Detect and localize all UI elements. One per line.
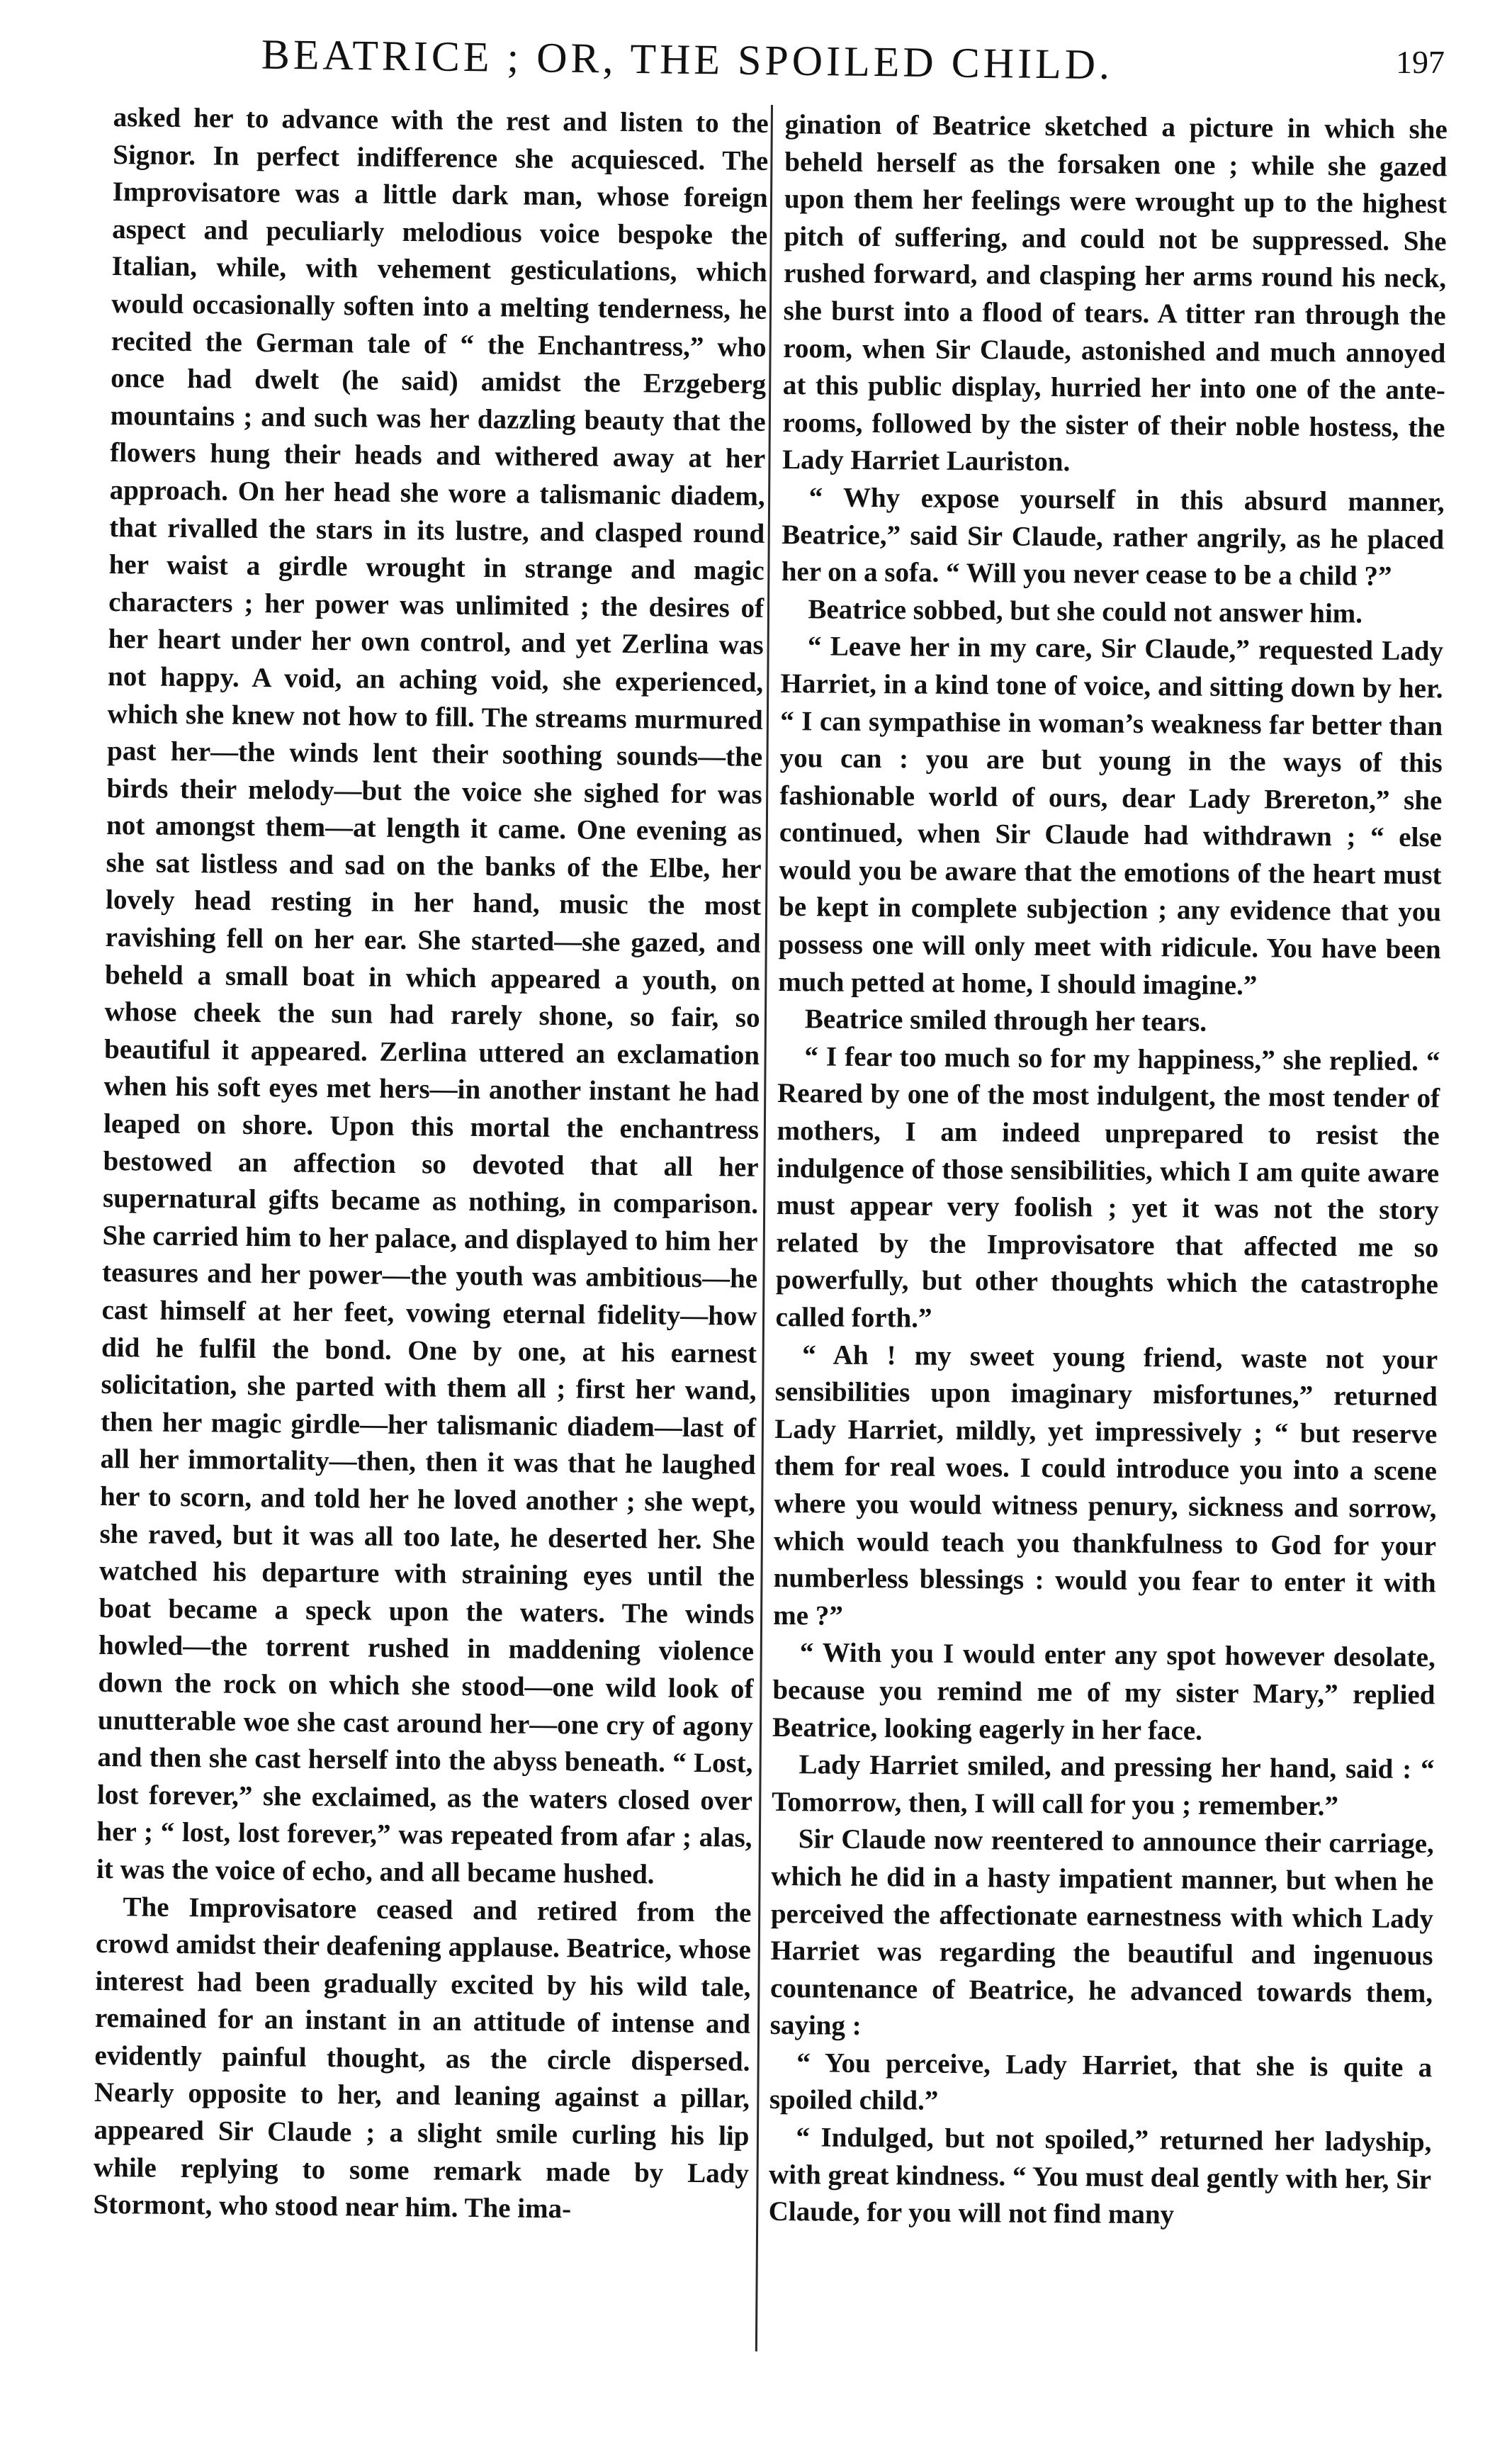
paragraph: Sir Claude now reentered to announce their carriage, which he did in a hasty impatient manner, but when he perceived the affectionate earnestness with which Lady Harriet was regarding the beautiful and ingenuous countenance of Beatrice, he advanced towards them, saying : [769, 1823, 1434, 2042]
page-number: 197 [1396, 44, 1445, 80]
paragraph: The Improvisatore ceased and retired from the crowd amidst their deafening applause. Beatrice, whose interest had been gradually excited by his wild tale, remained for an instant in an attitude of intense and evidently painful thought, as the circle dispersed. Nearly opposite to her, and leaning against a pillar, appeared Sir Claude ; a slight smile curling his lip while replying to some remark made by Lady Stormont, who stood near him. The ima- [93, 1891, 752, 2225]
paragraph: “ I fear too much so for my happiness,” she replied. “ Reared by one of the most indulgent, the most tender of mothers, I am indeed unprepared to resist the indulgence of those sensibilities, which I am quite aware must appear very foolish ; yet it was not the story related by the Improvisatore that affected me so powerfully, but other thoughts which the catastrophe called forth.” [775, 1041, 1440, 1334]
paragraph: “ Ah ! my sweet young friend, waste not your sensibilities upon imaginary misfortunes,” returned Lady Harriet, mildly, yet impressively ; “ but reserve them for real woes. I could introduce you into a scene where you would witness penury, sickness and sorrow, which would teach you thankfulness to God for your numberless blessings : would you fear to enter it with me ?” [773, 1339, 1438, 1631]
paragraph: Beatrice smiled through her tears. [804, 1004, 1207, 1038]
paragraph: “ With you I would enter any spot however desolate, because you remind me of my sister Mary,” replied Beatrice, looking eagerly in her face. [772, 1637, 1436, 1746]
right-column [768, 106, 1448, 2236]
paragraph: gination of Beatrice sketched a picture in which she beheld herself as the forsaken one ; while she gazed upon them her feelings were wrought up to the highest pitch of suffering, and could not be suppressed. She rushed forward, and clasping her arms round his neck, she burst into a flood of tears. A titter ran through the room, when Sir Claude, astonished and much annoyed at this public display, hurried her into one of the ante-rooms, followed by the sister of their noble hostess, the Lady Harriet Lauriston. [782, 108, 1448, 478]
paragraph: “ Indulged, but not spoiled,” returned her ladyship, with great kindness. “ You must deal gently with her, Sir Claude, for you will not find many [768, 2122, 1432, 2230]
paragraph: “ Why expose yourself in this absurd manner, Beatrice,” said Sir Claude, rather angrily, as he placed her on a sofa. “ Will you never cease to be a child ?” [781, 482, 1445, 592]
paragraph: “ You perceive, Lady Harriet, that she is quite a spoiled child.” [769, 2047, 1433, 2117]
running-title: BEATRICE ; OR, THE SPOILED CHILD. [261, 30, 1114, 89]
paragraph: “ Leave her in my care, Sir Claude,” requested Lady Harriet, in a kind tone of voice, and sitting down by her. “ I can sympathise in woman’s weakness far better than you can : you are but young in the ways of this fashionable world of ours, dear Lady Brereton,” she continued, when Sir Claude had withdrawn ; “ else would you be aware that the emotions of the heart must be kept in complete subjection ; any evidence that you possess one will only meet with ridicule. You have been much petted at home, I should imagine.” [778, 631, 1444, 1001]
left-column [93, 99, 769, 2230]
paragraph: asked her to advance with the rest and listen to the Signor. In perfect indifference she acquiesced. The Improvisatore was a little dark man, whose foreign aspect and peculiarly melodious voice bespoke the Italian, while, with vehement gesticulations, which would occasionally soften into a melting tenderness, he recited the German tale of “ the Enchantress,” who once had dwelt (he said) amidst the Erzgeberg mountains ; and such was her dazzling beauty that the flowers hung their heads and withered away at her approach. On her head she wore a talismanic diadem, that rivalled the stars in its lustre, and clasped round her waist a girdle wrought in strange and magic characters ; her power was unlimited ; the desires of her heart under her own control, and yet Zerlina was not happy. A void, an aching void, she experienced, which she knew not how to fill. The streams murmured past her—the winds lent their soothing sounds—the birds their melody—but the voice she sighed for was not amongst them—at length it came. One evening as she sat listless and sad on the banks of the Elbe, her lovely head resting in her hand, music the most ravishing fell on her ear. She started—she gazed, and beheld a small boat in which appeared a youth, on whose cheek the sun had rarely shone, so fair, so beautiful it appeared. Zerlina uttered an exclamation when his soft eyes met hers—in another instant he had leaped on shore. Upon this mortal the enchantress bestowed an affection so devoted that all her supernatural gifts became as nothing, in comparison. She carried him to her palace, and displayed to him her teasures and her power—the youth was ambitious—he cast himself at her feet, vowing eternal fidelity—how did he fulfil the bond. One by one, at his earnest solicitation, she parted with them all ; first her wand, then her magic girdle—her talismanic diadem—last of all her immortality—then, then it was that he laughed her to scorn, and told her he loved another ; she wept, she raved, but it was all too late, he deserted her. She watched his departure with straining eyes until the boat became a speck upon the waters. The winds howled—the torrent rushed in maddening violence down the rock on which she stood—one wild look of unutterable woe she cast around her—one cry of agony and then she cast herself into the abyss beneath. “ Lost, lost forever,” she exclaimed, as the waters closed over her ; “ lost, lost forever,” was repeated from afar ; alas, it was the voice of echo, and all became hushed. [96, 101, 769, 1890]
paragraph: Beatrice sobbed, but she could not answer him. [808, 593, 1363, 629]
paragraph: Lady Harriet smiled, and pressing her hand, said : “ Tomorrow, then, I will call for you ; remember.” [772, 1749, 1435, 1821]
